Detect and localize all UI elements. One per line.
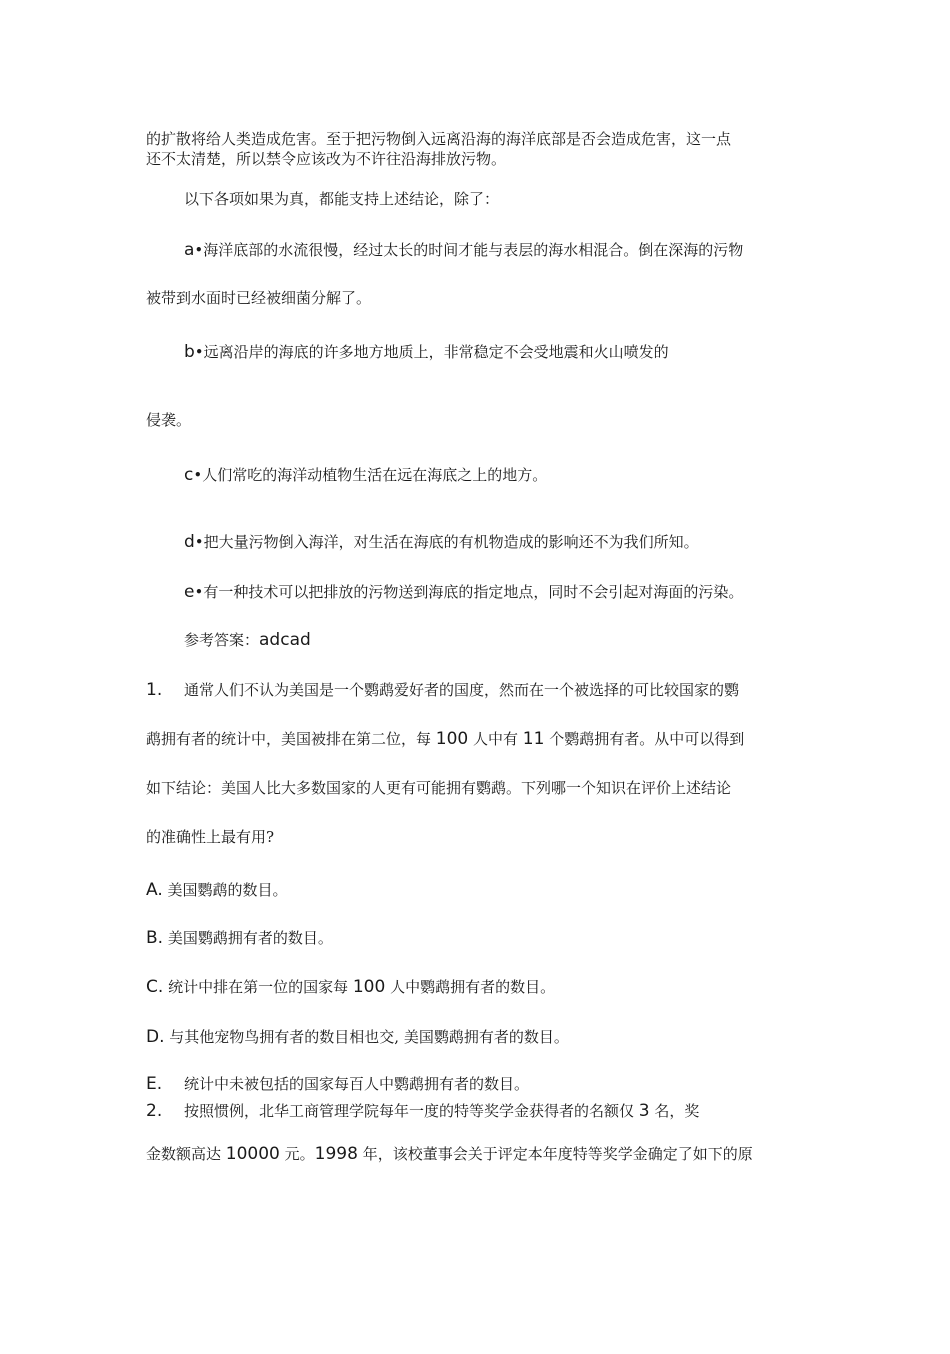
q1-option-c-num: 100 <box>352 977 386 997</box>
q1-line-2 <box>146 729 744 749</box>
option-e-label: e <box>184 582 195 602</box>
q2-text-1c: 名，奖 <box>649 1102 700 1120</box>
q1-line-1 <box>146 680 739 700</box>
q1-option-a-text: 美国鹦鹉的数目。 <box>167 881 288 899</box>
q1-text-2c: 人中有 <box>468 730 523 748</box>
option-a-label: a <box>184 240 195 260</box>
q2-num-3: 3 <box>638 1101 650 1121</box>
q2-number: 2. <box>146 1101 163 1121</box>
q1-text-2e: 个鹦鹉拥有者。从中可以得到 <box>544 730 745 748</box>
option-c-text: 人们常吃的海洋动植物生活在远在海底之上的地方。 <box>202 466 548 484</box>
option-a-cont: 被带到水面时已经被细菌分解了。 <box>146 289 372 307</box>
question-prompt: 以下各项如果为真，都能支持上述结论，除了： <box>184 190 500 208</box>
option-c <box>184 465 547 485</box>
q2-text-1a: 按照惯例，北华工商管理学院每年一度的特等奖学金获得者的名额仅 <box>184 1102 639 1120</box>
option-e <box>184 582 743 602</box>
q1-option-b <box>146 928 333 948</box>
q1-option-d-text: 与其他宠物鸟拥有者的数目相也交, 美国鹦鹉拥有者的数目。 <box>169 1028 569 1046</box>
option-a-sep: • <box>194 241 204 259</box>
q1-option-b-text: 美国鹦鹉拥有者的数目。 <box>167 929 333 947</box>
option-d-label: d <box>184 532 195 552</box>
q2-line-1 <box>146 1101 699 1121</box>
q1-line-4: 的准确性上最有用? <box>146 828 275 846</box>
answer-line <box>184 630 311 650</box>
option-b-cont: 侵袭。 <box>146 411 192 429</box>
q1-option-b-label: B. <box>146 928 164 948</box>
q1-option-d <box>146 1027 569 1047</box>
q1-line-3: 如下结论：美国人比大多数国家的人更有可能拥有鹦鹉。下列哪一个知识在评价上述结论 <box>146 779 732 797</box>
option-d-sep: • <box>194 533 204 551</box>
intro-line-1: 的扩散将给人类造成危害。至于把污物倒入远离沿海的海洋底部是否会造成危害，这一点 <box>146 130 732 148</box>
q2-line-2 <box>146 1144 753 1164</box>
option-d <box>184 532 699 552</box>
option-e-text: 有一种技术可以把排放的污物送到海底的指定地点，同时不会引起对海面的污染。 <box>203 583 744 601</box>
q1-text-1: 通常人们不认为美国是一个鹦鹉爱好者的国度，然而在一个被选择的可比较国家的鹦 <box>184 681 740 699</box>
q1-option-e-label: E. <box>146 1074 163 1094</box>
q1-text-2a: 鹉拥有者的统计中，美国被排在第二位，每 <box>146 730 436 748</box>
q1-option-d-label: D. <box>146 1027 165 1047</box>
q2-text-2c: 元。 <box>279 1145 315 1163</box>
option-c-label: c <box>184 465 194 485</box>
option-a <box>184 240 743 260</box>
intro-line-2: 还不太清楚，所以禁令应该改为不许往沿海排放污物。 <box>146 150 507 168</box>
q1-option-c <box>146 977 555 997</box>
q1-option-e-text: 统计中未被包括的国家每百人中鹦鹉拥有者的数目。 <box>184 1075 530 1093</box>
q1-number: 1. <box>146 680 163 700</box>
q1-option-e <box>146 1074 529 1094</box>
q1-num-11: 11 <box>522 729 545 749</box>
q2-num-1998: 1998 <box>314 1144 358 1164</box>
option-b <box>184 342 669 362</box>
option-b-sep: • <box>194 343 204 361</box>
answer-label: 参考答案： <box>184 631 260 649</box>
option-b-label: b <box>184 342 195 362</box>
q1-option-c-label: C. <box>146 977 164 997</box>
q1-option-c-text-b: 人中鹦鹉拥有者的数目。 <box>385 978 556 996</box>
q2-num-10000: 10000 <box>225 1144 280 1164</box>
option-b-text: 远离沿岸的海底的许多地方地质上，非常稳定不会受地震和火山喷发的 <box>203 343 669 361</box>
q1-option-c-text-a: 统计中排在第一位的国家每 <box>168 978 353 996</box>
option-a-text: 海洋底部的水流很慢，经过太长的时间才能与表层的海水相混合。倒在深海的污物 <box>203 241 744 259</box>
q2-text-2e: 年，该校董事会关于评定本年度特等奖学金确定了如下的原 <box>357 1145 753 1163</box>
q1-option-a-label: A. <box>146 880 163 900</box>
option-c-sep: • <box>193 466 203 484</box>
q1-num-100: 100 <box>435 729 469 749</box>
q2-text-2a: 金数额高达 <box>146 1145 226 1163</box>
q1-option-a <box>146 880 288 900</box>
option-d-text: 把大量污物倒入海洋，对生活在海底的有机物造成的影响还不为我们所知。 <box>203 533 699 551</box>
option-e-sep: • <box>194 583 204 601</box>
answer-value: adcad <box>259 630 311 650</box>
